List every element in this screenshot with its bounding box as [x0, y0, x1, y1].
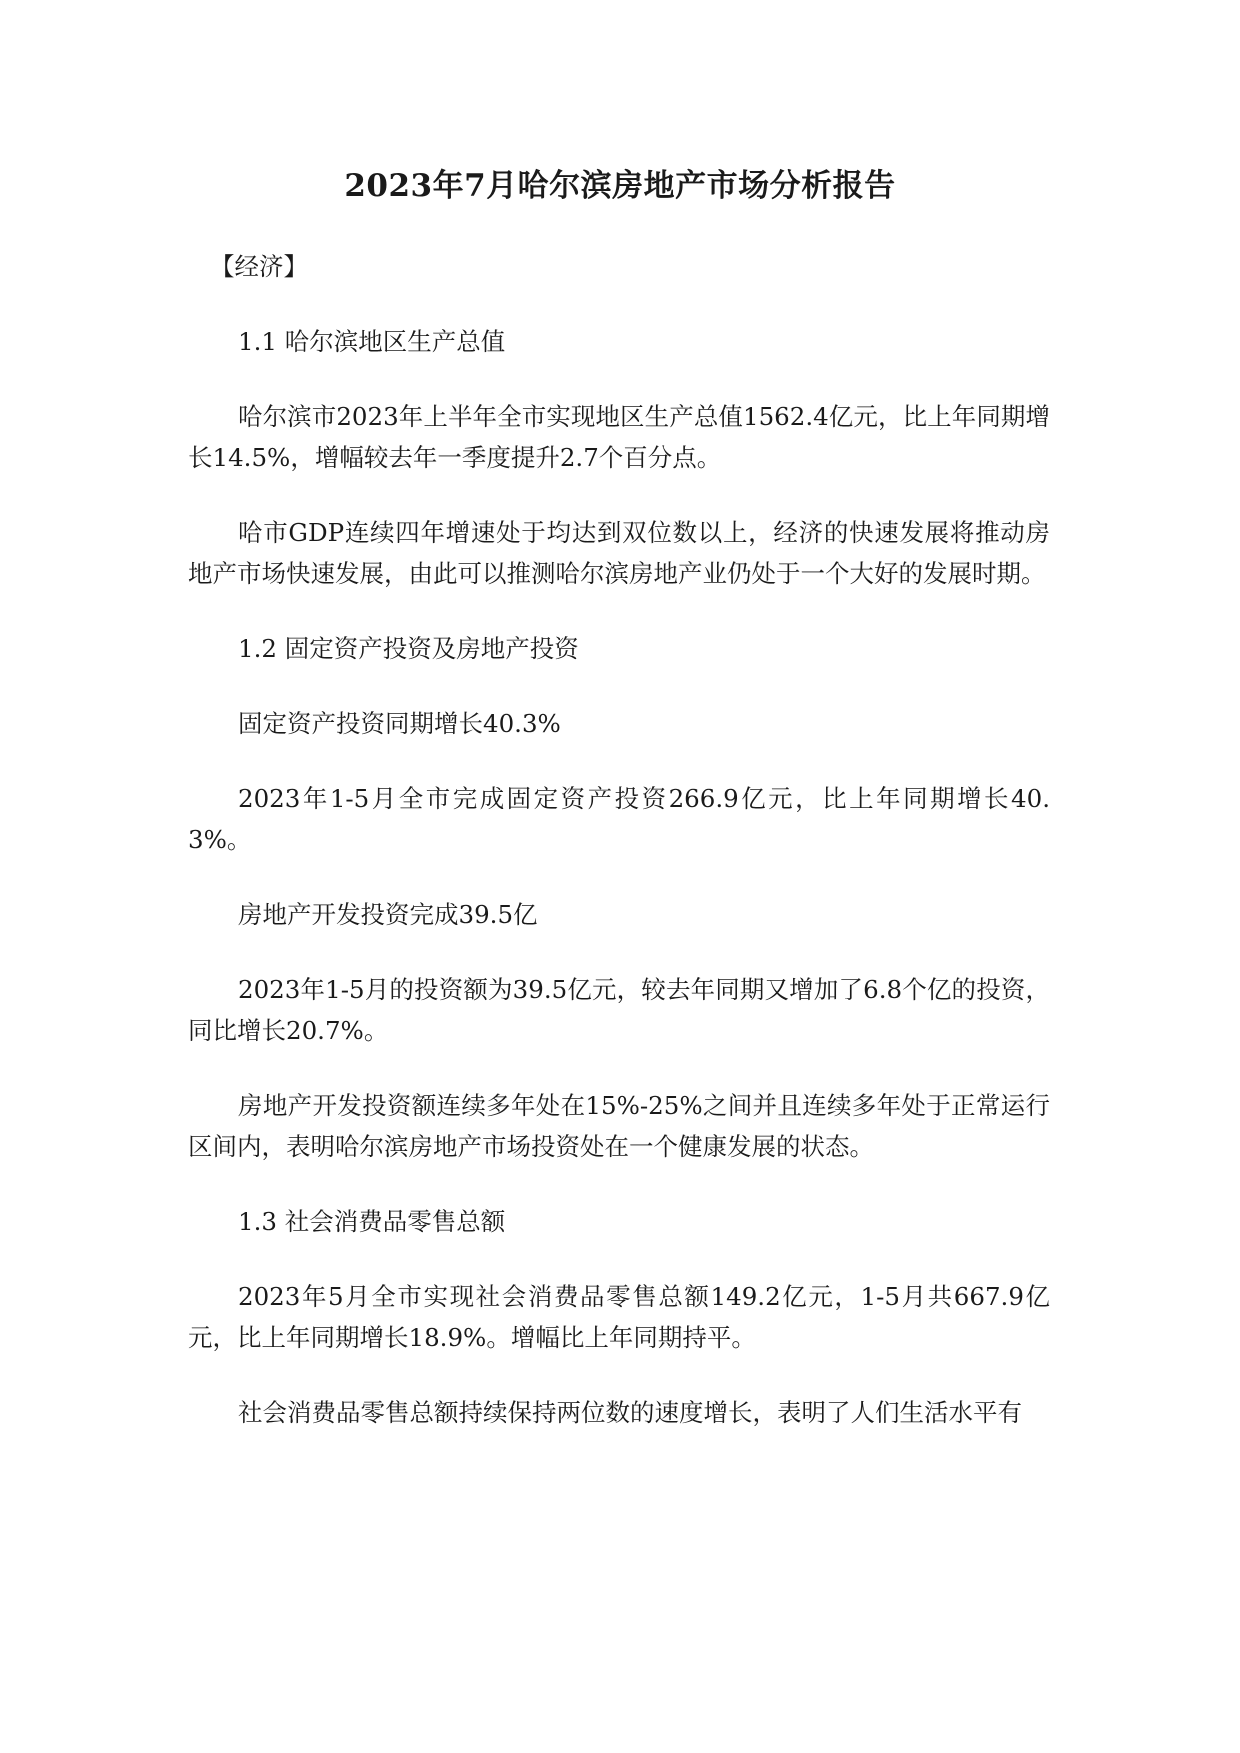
paragraph-real-estate-investment-value: 2023年1-5月的投资额为39.5亿元，较去年同期又增加了6.8个亿的投资，同比增长20.7%。 [188, 975, 1050, 1045]
paragraph-fixed-asset-growth: 固定资产投资同期增长40.3% [238, 709, 561, 738]
subsection-heading-gdp: 1.1 哈尔滨地区生产总值 [238, 327, 506, 356]
paragraph-real-estate-investment: 房地产开发投资完成39.5亿 [238, 900, 538, 929]
paragraph-fixed-asset-value: 2023年1-5月全市完成固定资产投资266.9亿元，比上年同期增长40.3%。 [188, 784, 1050, 854]
paragraph-gdp-value: 哈尔滨市2023年上半年全市实现地区生产总值1562.4亿元，比上年同期增长14.5%，增幅较去年一季度提升2.7个百分点。 [188, 402, 1050, 472]
paragraph-retail-value: 2023年5月全市实现社会消费品零售总额149.2亿元，1-5月共667.9亿元，比上年同期增长18.9%。增幅比上年同期持平。 [188, 1282, 1050, 1352]
paragraph-retail-analysis: 社会消费品零售总额持续保持两位数的速度增长，表明了人们生活水平有 [238, 1398, 1022, 1427]
document-title: 2023年7月哈尔滨房地产市场分析报告 [344, 168, 896, 204]
document-body [188, 246, 1050, 1467]
paragraph-gdp-analysis: 哈市GDP连续四年增速处于均达到双位数以上，经济的快速发展将推动房地产市场快速发展，由此可以推测哈尔滨房地产业仍处于一个大好的发展时期。 [188, 518, 1050, 588]
subsection-heading-retail: 1.3 社会消费品零售总额 [238, 1207, 506, 1236]
section-heading-economy: 【经济】 [210, 252, 308, 281]
paragraph-real-estate-analysis: 房地产开发投资额连续多年处在15%-25%之间并且连续多年处于正常运行区间内，表明哈尔滨房地产市场投资处在一个健康发展的状态。 [188, 1091, 1050, 1161]
subsection-heading-investment: 1.2 固定资产投资及房地产投资 [238, 634, 579, 663]
